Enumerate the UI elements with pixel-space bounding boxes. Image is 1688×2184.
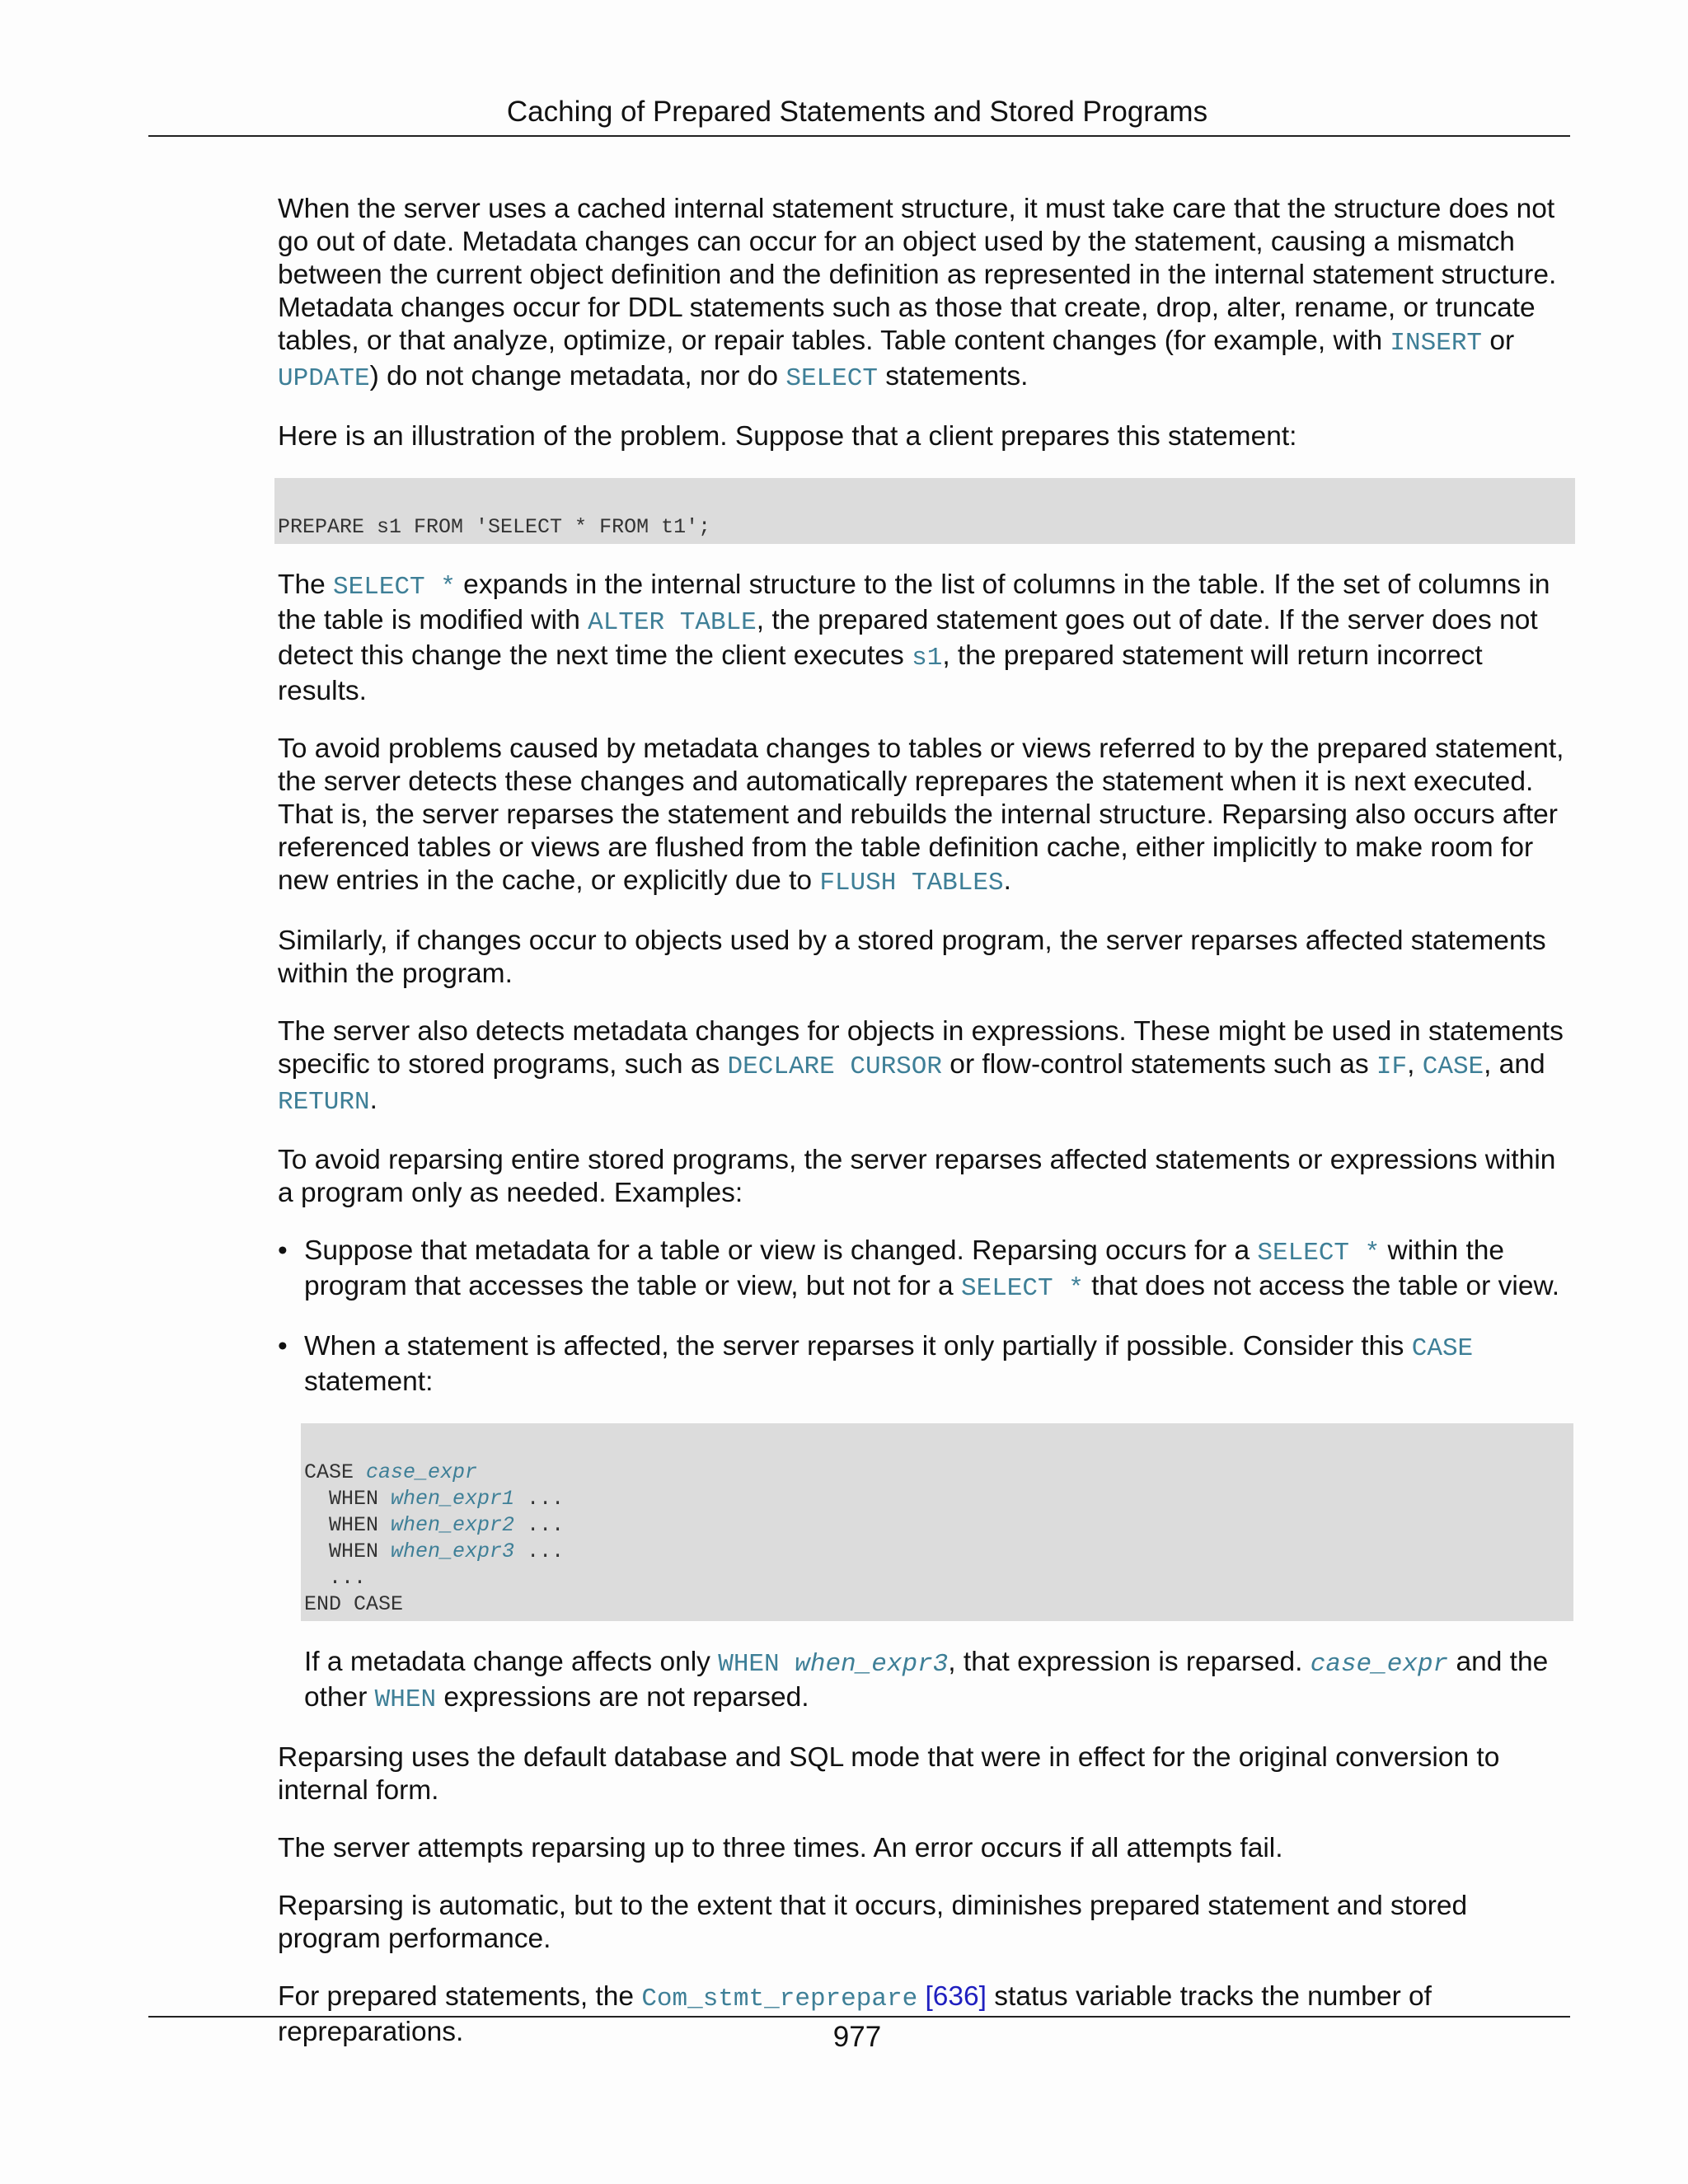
paragraph-illustration: Here is an illustration of the problem. Suppose that a client prepares this statement: [278,421,1297,452]
code-s1: s1 [912,644,943,673]
code-case-expr: case_expr [1310,1650,1449,1679]
code-select-star: SELECT * [1257,1239,1381,1268]
code-when-expr3: when_expr3 [795,1650,949,1679]
code-select-star: SELECT * [960,1274,1084,1303]
paragraph-avoid-reparsing: To avoid reparsing entire stored programs, the server reparses affected statements or expressions within a program only as needed. Examples: [278,1145,1556,1208]
code-com-stmt-reprepare: Com_stmt_reprepare [641,1985,918,2013]
list-item: • When a statement is affected, the server reparses it only partially if possible. Consider this CASE statement: [278,1331,1474,1397]
page-number: 977 [832,2021,882,2053]
paragraph-case-reparse: If a metadata change affects only WHEN when_expr3, that expression is reparsed. case_expr and the other WHEN expressions are not reparsed. [304,1647,1549,1714]
paragraph-expressions: The server also detects metadata changes for objects in expressions. These might be used in statements specific to stored programs, such as DECLARE CURSOR or flow-control statements such as IF, CASE, and RETURN. [278,1016,1564,1117]
bullet-dot: • [278,1235,288,1266]
code-if: IF [1376,1052,1408,1081]
code-update: UPDATE [278,364,370,393]
code-when: WHEN [718,1650,780,1679]
reference-link[interactable]: [636] [925,1981,987,2012]
code-block-prepare: PREPARE s1 FROM 'SELECT * FROM t1'; [274,478,1575,544]
code-case: CASE [1411,1334,1474,1363]
code-when: WHEN [374,1685,437,1714]
code-select-star: SELECT * [333,573,456,602]
code-flush-tables: FLUSH TABLES [819,869,1004,898]
paragraph-automatic: Reparsing is automatic, but to the extent that it occurs, diminishes prepared statement and stored program performance. [278,1891,1468,1954]
page-header-title: Caching of Prepared Statements and Stored Programs [506,96,1208,128]
paragraph-three-times: The server attempts reparsing up to three times. An error occurs if all attempts fail. [278,1833,1283,1863]
paragraph-com-stmt-reprepare: For prepared statements, the Com_stmt_reprepare [636] status variable tracks the number of repreparations. [278,1981,1432,2047]
paragraph-avoid-problems: To avoid problems caused by metadata changes to tables or views referred to by the prepared statement, the server detects these changes and automatically reprepares the statement when it is next executed. That is, the server reparses the statement and rebuilds the internal structure. Reparsing also occurs after referenced tables or views are flushed from the table definition cache, either implicitly to make room for new entries in the cache, or explicitly due to FLUSH TABLES. [278,733,1564,898]
paragraph-stored-program: Similarly, if changes occur to objects used by a stored program, the server reparses affected statements within the program. [278,926,1546,989]
bullet-dot: • [278,1331,288,1361]
examples-list [278,1235,1572,1399]
code-alter-table: ALTER TABLE [588,608,757,637]
page-content [278,193,1572,2074]
code-declare-cursor: DECLARE CURSOR [727,1052,942,1081]
header-rule [148,135,1570,137]
code-block-case: CASE case_expr WHEN when_expr1 ... WHEN when_expr2 ... WHEN when_expr3 ... ... END CASE [301,1423,1573,1621]
code-select: SELECT [785,364,878,393]
list-item: • Suppose that metadata for a table or view is changed. Reparsing occurs for a SELECT * within the program that accesses the table or view, but not for a SELECT * that does not access the table or view. [278,1235,1560,1303]
spacer [278,1399,1572,1423]
code-case: CASE [1422,1052,1484,1081]
paragraph-metadata-changes: When the server uses a cached internal statement structure, it must take care that the structure does not go out of date. Metadata changes can occur for an object used by the statement, causing a mismatch between the current object definition and the definition as represented in the internal statement structure. Metadata changes occur for DDL statements such as those that create, drop, alter, rename, or truncate tables, or that analyze, optimize, or repair tables. Table content changes (for example, with INSERT or UPDATE) do not change metadata, nor do SELECT statements. [278,194,1557,393]
footer-rule [148,2016,1570,2018]
code-insert: INSERT [1390,329,1483,358]
code-return: RETURN [278,1088,370,1117]
paragraph-select-expands: The SELECT * expands in the internal structure to the list of columns in the table. If the set of columns in the table is modified with ALTER TABLE, the prepared statement goes out of date. If the server does not detect this change the next time the client executes s1, the prepared statement will return incorrect results. [278,569,1550,706]
paragraph-default-database: Reparsing uses the default database and SQL mode that were in effect for the original conversion to internal form. [278,1742,1500,1806]
